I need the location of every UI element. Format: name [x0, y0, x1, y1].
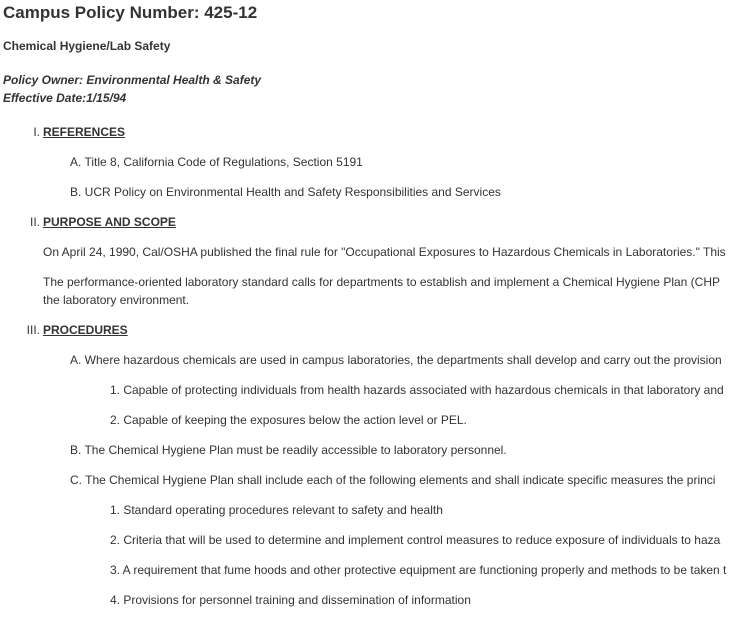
section-heading-references: REFERENCES	[43, 125, 126, 139]
policy-title: Campus Policy Number: 425-12	[3, 3, 258, 22]
section-number-references: I.	[33, 125, 40, 139]
procedure-item-c1: 1. Standard operating procedures relevant to safety and health	[110, 503, 443, 517]
section-heading-procedures: PROCEDURES	[43, 323, 128, 337]
procedure-item-c4: 4. Provisions for personnel training and dissemination of information	[110, 593, 471, 607]
procedure-item-c: C. The Chemical Hygiene Plan shall include each of the following elements and shall indicate specific measures the princi	[70, 473, 716, 487]
section-heading-purpose: PURPOSE AND SCOPE	[43, 215, 176, 229]
section-number-purpose: II.	[29, 215, 40, 229]
procedure-item-a1: 1. Capable of protecting individuals from health hazards associated with hazardous chemicals in that laboratory and	[110, 383, 724, 397]
reference-item-a: A. Title 8, California Code of Regulations, Section 5191	[70, 155, 363, 169]
purpose-paragraph-1: On April 24, 1990, Cal/OSHA published the final rule for "Occupational Exposures to Hazardous Chemicals in Laboratories." This	[43, 245, 726, 259]
procedure-item-a2: 2. Capable of keeping the exposures below the action level or PEL.	[110, 413, 467, 427]
procedure-item-a: A. Where hazardous chemicals are used in campus laboratories, the departments shall develop and carry out the provision	[70, 353, 722, 367]
procedure-item-c2: 2. Criteria that will be used to determine and implement control measures to reduce exposure of individuals to haza	[110, 533, 721, 547]
section-number-procedures: III.	[26, 323, 40, 337]
purpose-paragraph-2-line-1: The performance-oriented laboratory standard calls for departments to establish and implement a Chemical Hygiene Plan (CHP	[43, 275, 720, 289]
policy-subtitle: Chemical Hygiene/Lab Safety	[3, 39, 171, 53]
policy-owner: Policy Owner: Environmental Health & Safety	[3, 73, 262, 87]
purpose-paragraph-2-line-2: the laboratory environment.	[43, 293, 190, 307]
procedure-item-b: B. The Chemical Hygiene Plan must be readily accessible to laboratory personnel.	[70, 443, 507, 457]
effective-date: Effective Date:1/15/94	[3, 91, 127, 105]
procedure-item-c3: 3. A requirement that fume hoods and other protective equipment are functioning properly and methods to be taken t	[110, 563, 727, 577]
reference-item-b: B. UCR Policy on Environmental Health and Safety Responsibilities and Services	[70, 185, 501, 199]
